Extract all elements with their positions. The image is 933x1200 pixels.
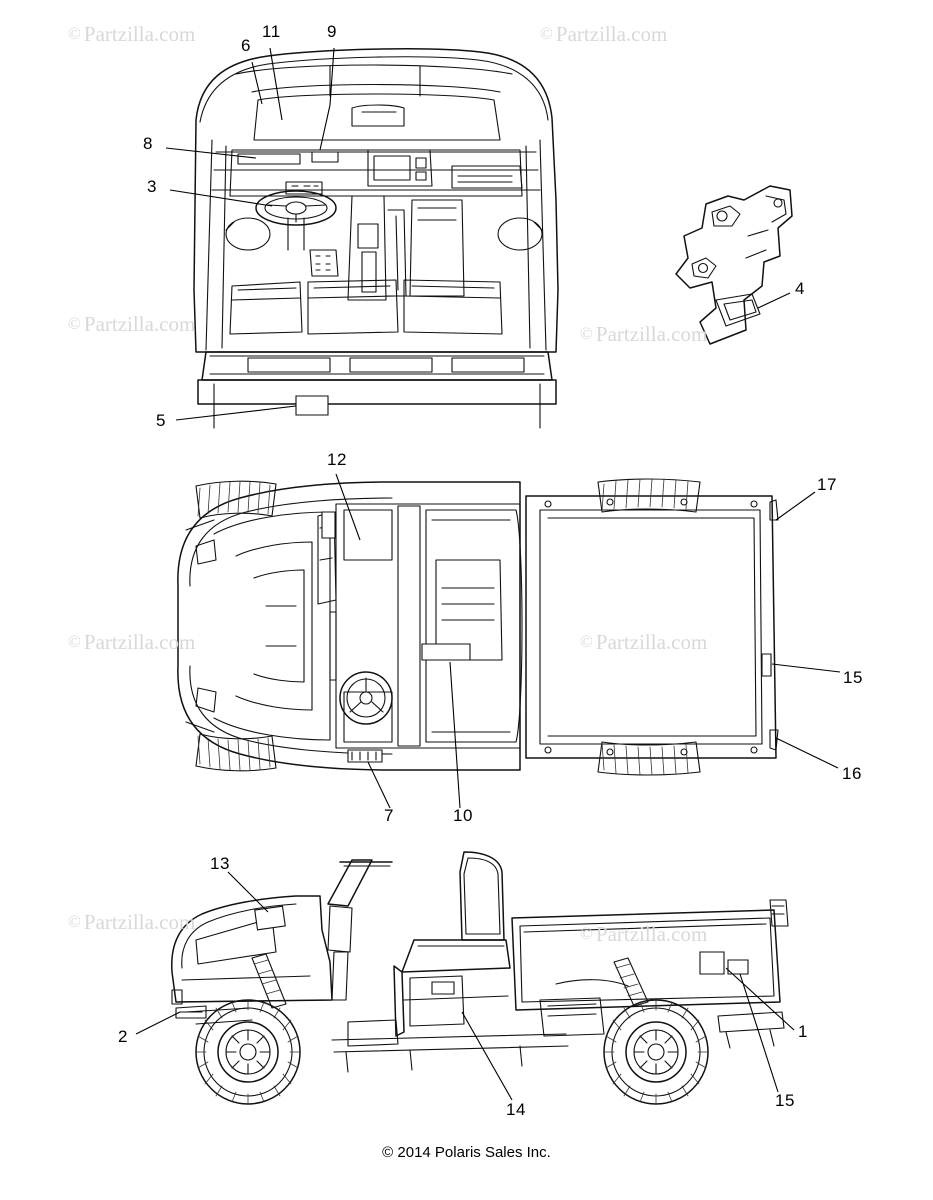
callout-4[interactable]: 4 [795,279,805,298]
callout-16[interactable]: 16 [842,764,862,783]
callout-2[interactable]: 2 [118,1027,128,1046]
copyright-footer: © 2014 Polaris Sales Inc. [382,1144,551,1161]
watermark-copyright-symbol: © [580,632,593,651]
watermark-label: Partzilla.com [595,922,708,946]
watermark-copyright-symbol: © [580,924,593,943]
callout-5[interactable]: 5 [156,411,166,430]
callout-10[interactable]: 10 [453,806,473,825]
watermark-label: Partzilla.com [83,22,196,46]
callout-6[interactable]: 6 [241,36,251,55]
callout-14[interactable]: 14 [506,1100,526,1119]
callout-15[interactable]: 15 [843,668,863,687]
side-view-art [172,852,788,1104]
watermark-copyright-symbol: © [540,24,553,43]
callout-11[interactable]: 11 [262,22,281,41]
watermark-label: Partzilla.com [83,910,196,934]
callout-13[interactable]: 13 [210,854,230,873]
watermark-label: Partzilla.com [83,312,196,336]
callout-8[interactable]: 8 [143,134,153,153]
watermark-copyright-symbol: © [68,632,81,651]
callout-leaders [136,48,840,1100]
callout-15-side[interactable]: 15 [775,1091,795,1110]
callout-9[interactable]: 9 [327,22,337,41]
watermark-copyright-symbol: © [68,24,81,43]
callout-7[interactable]: 7 [384,806,394,825]
bracket-part-4 [676,186,792,344]
watermark-copyright-symbol: © [580,324,593,343]
top-view-art [178,479,778,775]
watermark-label: Partzilla.com [595,322,708,346]
callout-12[interactable]: 12 [327,450,347,469]
watermark-label: Partzilla.com [595,630,708,654]
watermark-copyright-symbol: © [68,912,81,931]
watermark-copyright-symbol: © [68,314,81,333]
callout-1[interactable]: 1 [798,1022,808,1041]
callout-3[interactable]: 3 [147,177,157,196]
callout-17[interactable]: 17 [817,475,837,494]
watermark-label: Partzilla.com [555,22,668,46]
watermark-label: Partzilla.com [83,630,196,654]
rear-view-art [194,49,792,428]
